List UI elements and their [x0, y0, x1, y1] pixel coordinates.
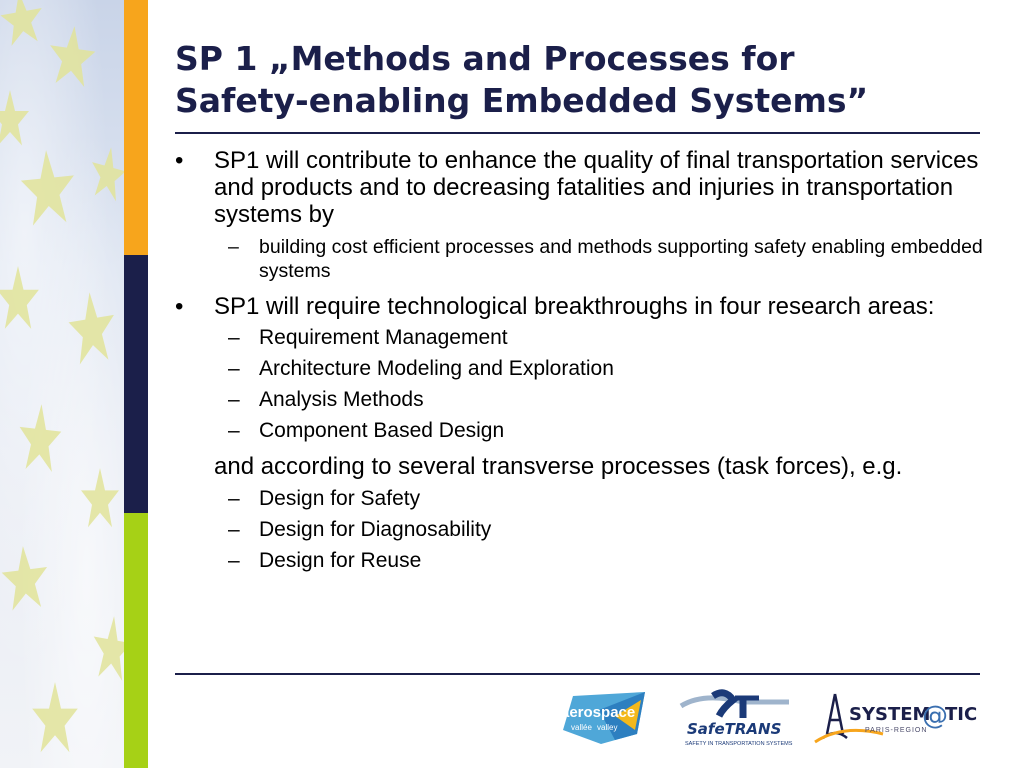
- accent-stripe-navy: [124, 255, 148, 513]
- bullet-marker: •: [175, 293, 184, 320]
- vallee-word: vallée: [571, 723, 592, 732]
- sub-bullet-item: [175, 388, 990, 412]
- sub-bullet-text: Design for Diagnosability: [259, 518, 492, 541]
- dash-marker: –: [228, 326, 240, 349]
- sub-bullet-text: building cost efficient processes and methods supporting safety enabling embedded systems: [259, 236, 983, 282]
- slide-title-line-1: SP 1 „Methods and Processes for: [175, 39, 795, 78]
- accent-stripe-orange: [124, 0, 148, 255]
- aerospace-valley-logo: [555, 690, 651, 748]
- sub-bullet-item: [175, 235, 990, 283]
- partner-logos: [555, 688, 985, 758]
- sub-bullet-item: [175, 549, 990, 573]
- sub-bullet-item: [175, 487, 990, 511]
- slide-title: [175, 38, 995, 122]
- star-pattern-icon: [0, 0, 124, 768]
- sub-bullet-item: [175, 518, 990, 542]
- dash-marker: –: [228, 388, 240, 411]
- tic-word: TIC: [945, 704, 978, 725]
- dash-marker: –: [228, 518, 240, 541]
- dash-marker: –: [228, 487, 240, 510]
- sub-bullet-text: Design for Reuse: [259, 549, 422, 572]
- dash-marker: –: [228, 236, 239, 258]
- system-word: SYSTEM: [849, 704, 931, 725]
- bullet-marker: •: [175, 147, 184, 174]
- valley-word: valley: [597, 723, 618, 732]
- continuation-text: and according to several transverse processes (task forces), e.g.: [214, 453, 903, 480]
- bullet-text: SP1 will require technological breakthroughs in four research areas:: [214, 293, 935, 320]
- sub-bullet-text: Analysis Methods: [259, 388, 424, 411]
- bullet-item: [175, 147, 990, 228]
- sub-bullet-item: [175, 326, 990, 350]
- sub-bullet-text: Component Based Design: [259, 419, 505, 442]
- accent-stripe-green: [124, 513, 148, 768]
- sub-bullet-text: Design for Safety: [259, 487, 421, 510]
- safetrans-name: SafeTRANS: [687, 720, 782, 738]
- eu-flag-background: [0, 0, 124, 768]
- dash-marker: –: [228, 549, 240, 572]
- systematic-logo: [813, 690, 985, 750]
- slide-title-line-2: Safety-enabling Embedded Systems”: [175, 81, 869, 120]
- title-divider: [175, 132, 980, 134]
- bullet-item: [175, 293, 990, 320]
- sub-bullet-text: Requirement Management: [259, 326, 508, 349]
- dash-marker: –: [228, 419, 240, 442]
- bullet-text: SP1 will contribute to enhance the quality of final transportation services and products and to decreasing fatalities and injuries in transportation systems by: [214, 147, 979, 228]
- sub-bullet-text: Architecture Modeling and Exploration: [259, 357, 614, 380]
- safetrans-tagline: SAFETY IN TRANSPORTATION SYSTEMS: [685, 741, 793, 747]
- slide-body: [175, 147, 990, 573]
- safetrans-logo: [673, 688, 793, 750]
- footer-divider: [175, 673, 980, 675]
- continuation-paragraph: [175, 453, 990, 480]
- systematic-tagline: PARIS-REGION: [865, 727, 928, 734]
- aerospace-word: aerospace: [561, 704, 636, 721]
- sub-bullet-item: [175, 357, 990, 381]
- dash-marker: –: [228, 357, 240, 380]
- at-sign: @: [922, 701, 948, 731]
- sub-bullet-item: [175, 419, 990, 443]
